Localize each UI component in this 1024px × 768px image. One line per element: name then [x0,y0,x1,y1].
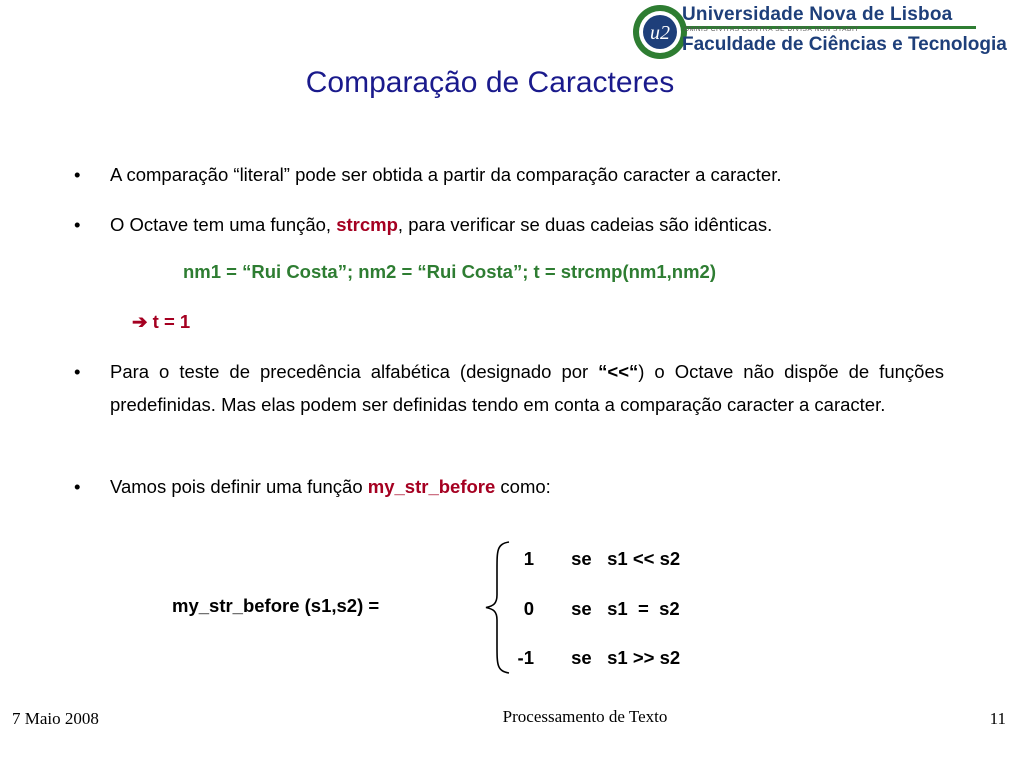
result-line [132,311,190,333]
bullet-text: Para o teste de precedência alfabética (designado por [110,361,599,382]
bullet-item [74,158,944,191]
case-condition: se s1 << s2 [571,548,681,569]
function-definition-label: my_str_before (s1,s2) = [172,595,380,616]
unl-emblem-icon [630,2,690,62]
function-name-strcmp: strcmp [336,214,398,235]
bullet-text: Vamos pois definir uma função [110,476,368,497]
case-value: 1 [523,548,534,569]
case-row [488,548,680,570]
bullet-text: ) o Octave não dispõe de funções predefinidas. Mas elas podem ser definidas tendo em conta a comparação caracter a caracter. [110,361,944,415]
logo-university-name: Universidade Nova de Lisboa [682,4,953,25]
logo-faculty-name: Faculdade de Ciências e Tecnologia [682,34,1007,55]
bullet-text: O Octave tem uma função, [110,214,337,235]
bullet-item [74,470,944,503]
bullet-text: A comparação “literal” pode ser obtida a partir da comparação caracter a caracter. [110,164,782,185]
logo-text [682,4,1022,56]
bullet-item [74,355,944,421]
slide-title: Comparação de Caracteres [305,66,675,99]
operator-symbol: “<<“ [598,361,639,382]
svg-text:u2: u2 [650,22,670,44]
bullet-text: , para verificar se duas cadeias são idênticas. [397,214,773,235]
bullet-icon: • [74,361,81,382]
case-condition: se s1 = s2 [571,598,680,619]
university-logo [630,2,1022,62]
page-number: 11 [989,709,1006,728]
bullet-icon: • [74,214,81,235]
case-value: -1 [517,647,534,668]
case-value: 0 [523,598,534,619]
function-name-my-str-before: my_str_before [367,476,496,497]
case-row [488,647,680,669]
bullet-item [74,208,944,241]
bullet-text: como: [495,476,551,497]
arrow-right-icon: ➔ [132,311,148,332]
result-text: t = 1 [152,311,191,332]
case-row [488,598,680,620]
footer-title: Processamento de Texto [502,707,668,726]
code-example: nm1 = “Rui Costa”; nm2 = “Rui Costa”; t = strcmp(nm1,nm2) [183,261,716,282]
bullet-icon: • [74,476,81,497]
bullet-icon: • [74,164,81,185]
footer-date: 7 Maio 2008 [12,709,99,728]
case-condition: se s1 >> s2 [571,647,681,668]
logo-motto: OMNIS CIVITAS CONTRA SE DIVISA NON STABIT [684,26,859,33]
